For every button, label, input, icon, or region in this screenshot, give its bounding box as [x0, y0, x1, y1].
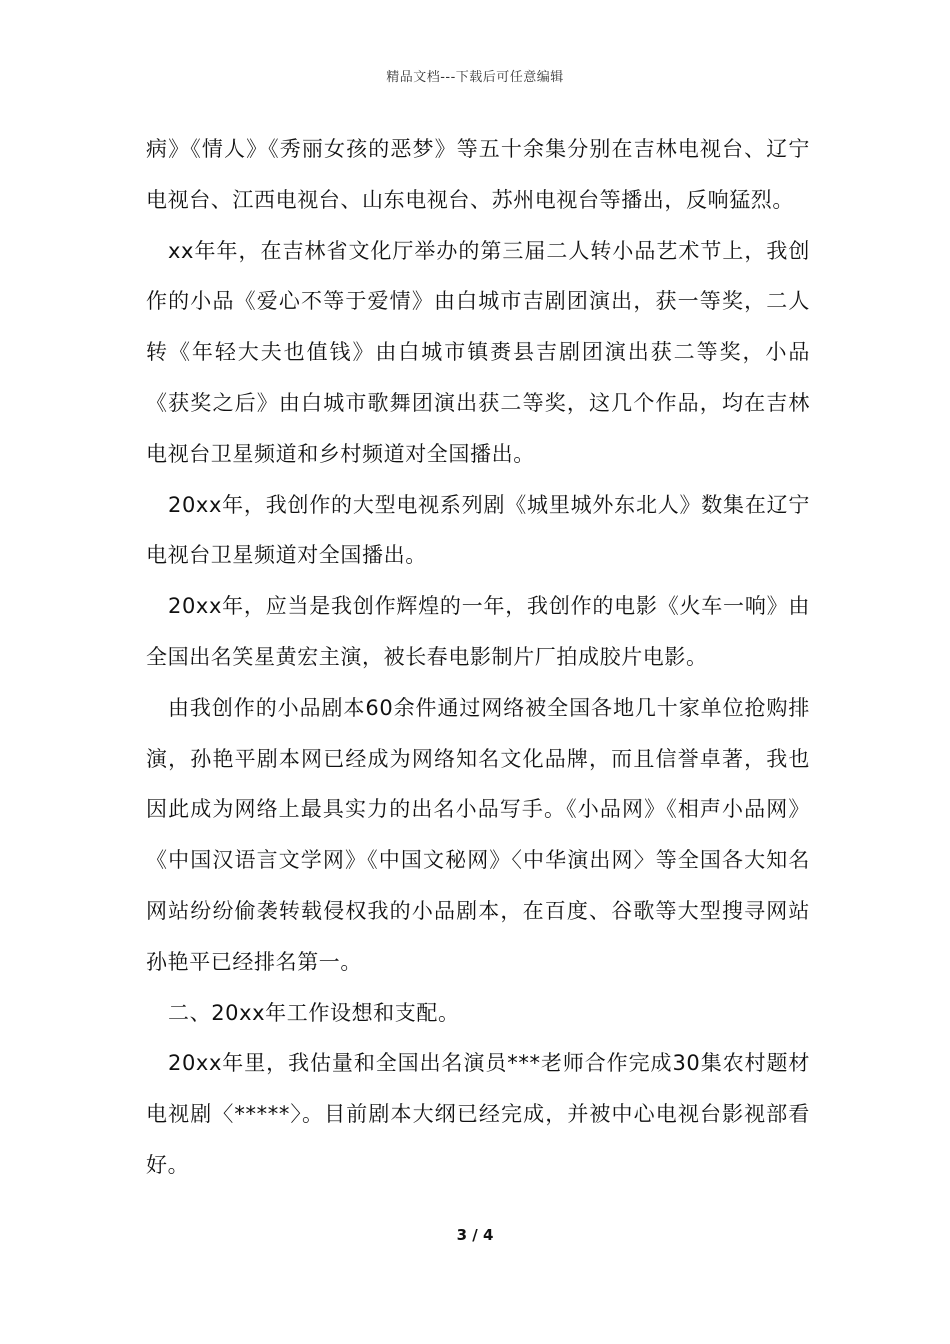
- section-heading-plan: 二、20xx年工作设想和支配。: [168, 1000, 460, 1025]
- paragraph-tv-series: 20xx年，我创作的大型电视系列剧《城里城外东北人》数集在辽宁电视台卫星频道对全国播出。: [146, 492, 810, 568]
- paragraph-plan: 20xx年里，我估量和全国出名演员***老师合作完成30集农村题材电视剧〈*****〉。目前剧本大纲已经完成，并被中心电视台影视部看好。: [146, 1051, 810, 1177]
- paragraph-online-scripts: 由我创作的小品剧本60余件通过网络被全国各地几十家单位抢购排演，孙艳平剧本网已经成为网络知名文化品牌，而且信誉卓著，我也因此成为网络上最具实力的出名小品写手。《小品网》《相声小品网》《中国汉语言文学网》《中国文秘网》〈中华演出网〉等全国各大知名网站纷纷偷袭转载侵权我的小品剧本，在百度、谷歌等大型搜寻网站孙艳平已经排名第一。: [146, 695, 810, 974]
- paragraph-art-festival: xx年年，在吉林省文化厅举办的第三届二人转小品艺术节上，我创作的小品《爱心不等于爱情》由白城市吉剧团演出，获一等奖，二人转《年轻大夫也值钱》由白城市镇赉县吉剧团演出获二等奖，小品《获奖之后》由白城市歌舞团演出获二等奖，这几个作品，均在吉林电视台卫星频道和乡村频道对全国播出。: [146, 238, 810, 466]
- paragraph-film: 20xx年，应当是我创作辉煌的一年，我创作的电影《火车一响》由全国出名笑星黄宏主演，被长春电影制片厂拍成胶片电影。: [146, 594, 810, 669]
- document-body: [146, 124, 810, 1191]
- page-number: 3 / 4: [456, 1226, 494, 1244]
- paragraph-continuation: 病》《情人》《秀丽女孩的恶梦》等五十余集分别在吉林电视台、辽宁电视台、江西电视台、山东电视台、苏州电视台等播出，反响猛烈。: [146, 137, 810, 212]
- page-header: 精品文档---下载后可任意编辑: [386, 70, 564, 85]
